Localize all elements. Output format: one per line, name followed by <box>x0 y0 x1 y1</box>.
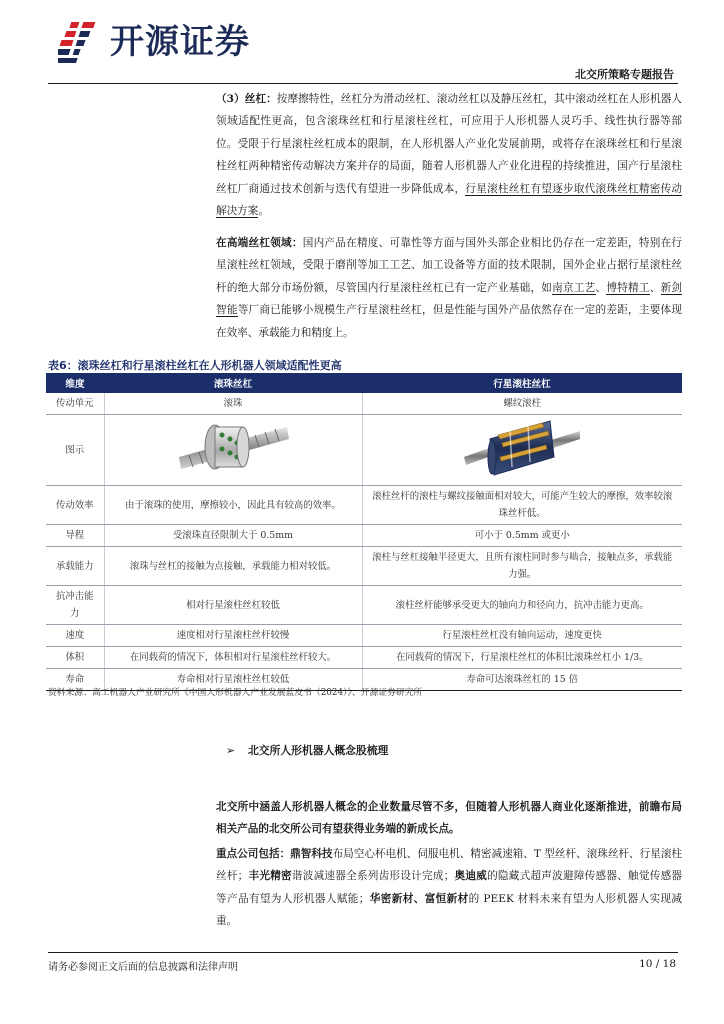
ball-screw-cell: 在同载荷的情况下，体积相对行星滚柱丝杆较大。 <box>104 647 362 669</box>
company-dingzhi-desc: 布局空心杯电机、伺服电机、精密减速箱、T 型丝杆、滚珠丝杆、行星滚柱丝杆； <box>216 848 683 883</box>
footer-disclaimer: 请务必参阅正文后面的信息披露和法律声明 <box>48 962 238 973</box>
ball-screw-cell: 相对行星滚柱丝杠较低 <box>104 586 362 625</box>
report-type: 北交所策略专题报告 <box>575 68 674 81</box>
separator: 、 <box>595 281 607 294</box>
header-rule <box>48 83 678 84</box>
comparison-table <box>46 373 682 691</box>
company-fengguang-desc: 谐波减速器全系列齿形设计完成； <box>291 870 455 883</box>
header-planetary-roller-screw: 行星滚柱丝杠 <box>362 373 682 393</box>
table-source: 资料来源：高工机器人产业研究所《中国人形机器人产业发展蓝皮书（2024）》、开源证券研究所 <box>48 688 423 698</box>
roller-screw-cell: 寿命可达滚珠丝杠的 15 倍 <box>362 669 682 691</box>
table-row <box>46 525 682 547</box>
roller-screw-cell: 滚柱丝杆能够承受更大的轴向力和径向力，抗冲击能力更高。 <box>362 586 682 625</box>
paragraph-screw-types <box>216 88 682 222</box>
table-row <box>46 486 682 525</box>
company-fengguang: 丰光精密 <box>248 870 292 883</box>
table-title: 表6：滚珠丝杠和行星滚柱丝杠在人形机器人领域适配性更高 <box>48 359 342 372</box>
table-row <box>46 415 682 486</box>
roller-screw-cell: 在同载荷的情况下，行星滚柱丝杠的体积比滚珠丝杠小 1/3。 <box>362 647 682 669</box>
table-row <box>46 625 682 647</box>
separator: 、 <box>649 281 661 294</box>
row-label: 图示 <box>46 415 104 486</box>
para1-lead: （3）丝杠： <box>216 93 277 105</box>
ball-screw-cell: 滚珠 <box>104 393 362 415</box>
row-label: 速度 <box>46 625 104 647</box>
row-label: 抗冲击能力 <box>46 586 104 625</box>
ball-screw-image-cell <box>104 415 362 486</box>
company-aodiwei: 奥迪威 <box>454 870 488 883</box>
roller-screw-cell: 滚柱丝杆的滚柱与螺纹接触面相对较大，可能产生较大的摩擦，效率较滚珠丝杆低。 <box>362 486 682 525</box>
ball-screw-cell: 由于滚珠的使用，摩擦较小，因此具有较高的效率。 <box>104 486 362 525</box>
table-header-row <box>46 373 682 393</box>
para2-body1: 国内产品在精度、可靠性等方面与国外头部企业相比仍存在一定差距，特别在行星滚柱丝杠领域，受限于磨削等加工工艺、加工设备等方面的技术限制，国外企业占据行星滚柱丝杆的绝大部分市场份额，尽管国内行星滚柱丝杠已有一定产业基础，如 <box>216 237 683 294</box>
roller-screw-cell: 可小于 0.5mm 或更小 <box>362 525 682 547</box>
company-nanjing: 南京工艺 <box>552 281 596 294</box>
section-heading <box>226 743 388 758</box>
row-label: 导程 <box>46 525 104 547</box>
roller-screw-cell: 滚柱与丝杠接触半径更大，且所有滚柱同时参与啮合，接触点多，承载能力强。 <box>362 547 682 586</box>
section-title: 北交所人形机器人概念股梳理 <box>248 744 389 757</box>
company-huami-fuheng: 华密新材、富恒新材 <box>369 892 469 905</box>
header-dimension: 维度 <box>46 373 104 393</box>
paragraph-summary <box>216 796 682 841</box>
ball-screw-cell: 受滚珠直径限制大于 0.5mm <box>104 525 362 547</box>
table-row <box>46 547 682 586</box>
company-xinjian: 新剑智能 <box>216 281 683 317</box>
para2-body2: 等厂商已能够小规模生产行星滚柱丝杠，但是性能与国外产品依然存在一定的差距，主要体现在效率、承载能力和精度上。 <box>216 304 682 339</box>
brand-logo <box>58 20 250 64</box>
paragraph-high-end-screws <box>216 232 682 344</box>
ball-screw-cell: 滚珠与丝杠的接触为点接触，承载能力相对较低。 <box>104 547 362 586</box>
brand-mark-icon <box>58 20 104 64</box>
row-label: 承载能力 <box>46 547 104 586</box>
key-companies-lead: 重点公司包括： <box>216 848 291 860</box>
table-row <box>46 393 682 415</box>
company-bote: 博特精工 <box>606 281 650 294</box>
company-dingzhi: 鼎智科技 <box>290 848 333 860</box>
brand-name: 开源证券 <box>110 22 250 62</box>
row-label: 传动效率 <box>46 486 104 525</box>
para1-end: 。 <box>258 205 269 218</box>
row-label: 传动单元 <box>46 393 104 415</box>
header-ball-screw: 滚珠丝杠 <box>104 373 362 393</box>
company-aodiwei-desc: 的隐藏式超声波避障传感器、触觉传感器等产品有望为人形机器人赋能； <box>216 870 683 905</box>
roller-screw-cell: 行星滚柱丝杠没有轴向运动，速度更快 <box>362 625 682 647</box>
para1-underline: 行星滚柱丝杠有望逐步取代滚珠丝杠精密传动解决方案 <box>216 182 682 218</box>
page-number: 10 / 18 <box>639 958 676 970</box>
row-label: 寿命 <box>46 669 104 691</box>
ball-screw-illustration <box>175 417 291 477</box>
roller-screw-image-cell <box>362 415 682 486</box>
table-row <box>46 586 682 625</box>
paragraph-key-companies <box>216 843 682 933</box>
ball-screw-cell: 速度相对行星滚柱丝杆较慢 <box>104 625 362 647</box>
planetary-roller-screw-illustration <box>462 417 582 477</box>
summary-text: 北交所中涵盖人形机器人概念的企业数量尽管不多，但随着人形机器人商业化逐渐推进，前瞻布局相关产品的北交所公司有望获得业务端的新成长点。 <box>216 801 682 836</box>
ball-screw-cell: 寿命相对行星滚柱丝杠较低 <box>104 669 362 691</box>
row-label: 体积 <box>46 647 104 669</box>
para2-lead: 在高端丝杠领域： <box>216 237 303 249</box>
table-row <box>46 647 682 669</box>
company-huami-fuheng-desc: 的 PEEK 材料未来有望为人形机器人实现减重。 <box>216 892 683 928</box>
para1-body: 按摩擦特性，丝杠分为滑动丝杠、滚动丝杠以及静压丝杠，其中滚动丝杠在人形机器人领域适配性更高，包含滚珠丝杠和行星滚柱丝杠，可应用于人形机器人灵巧手、线性执行器等部位。受限于行星滚柱丝杠成本的限制，在人形机器人产业化发展前期，或将存在滚珠丝杠和行星滚柱丝杠两种精密传动解决方案并存的局面，随着人形机器人产业化进程的持续推进，国产行星滚柱丝杠厂商通过技术创新与迭代有望进一步降低成本， <box>216 93 683 195</box>
arrow-bullet-icon: ➢ <box>226 744 236 757</box>
footer-rule <box>48 952 678 953</box>
roller-screw-cell: 螺纹滚柱 <box>362 393 682 415</box>
